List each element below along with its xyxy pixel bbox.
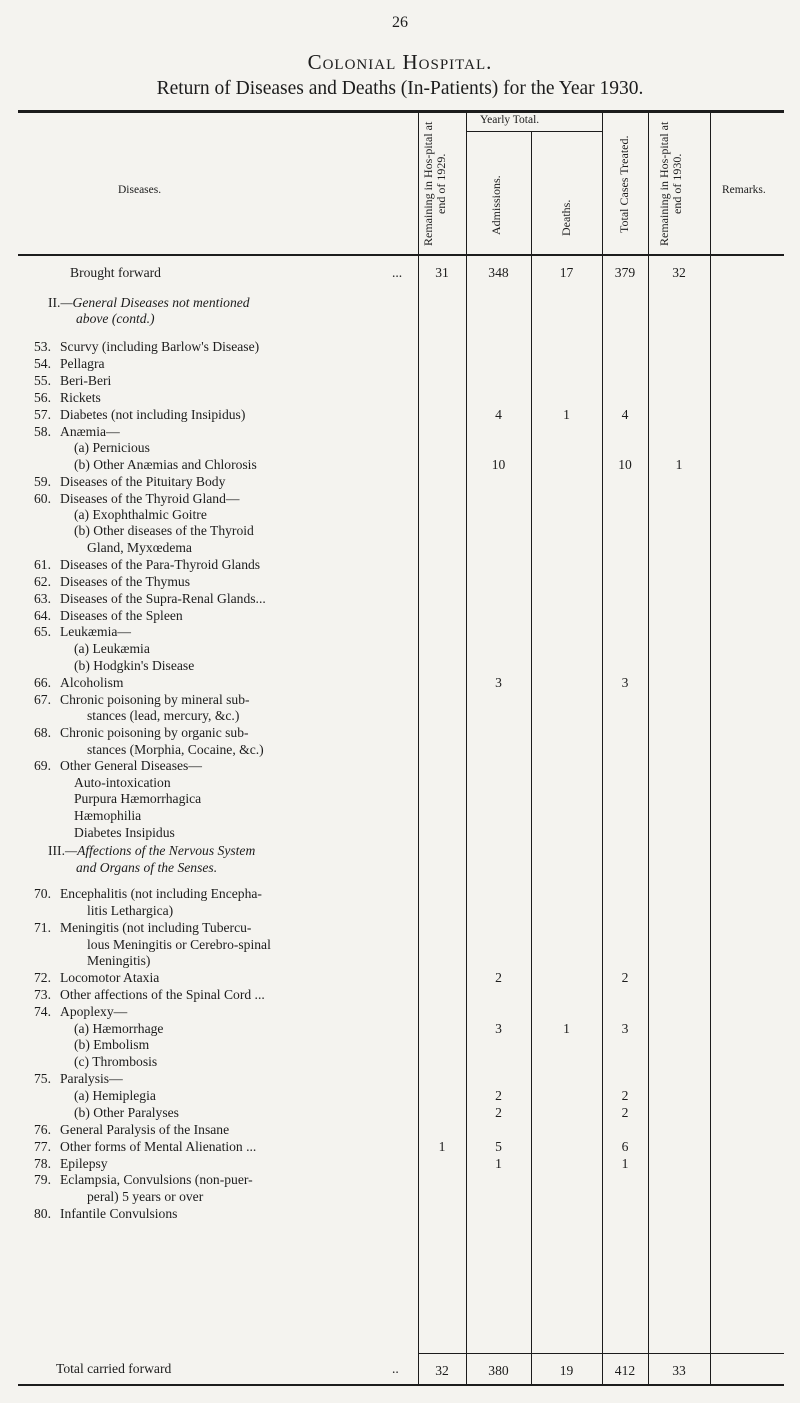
disease-row-label: [34, 658, 454, 674]
disease-name: Alcoholism: [60, 675, 124, 690]
disease-name: Diabetes (not including Insipidus): [60, 407, 246, 422]
disease-row-label: [34, 1037, 454, 1053]
cell-rem-end: 1: [675, 457, 683, 472]
disease-name: lous Meningitis or Cerebro-spinal: [87, 937, 271, 952]
disease-row-label: [34, 1122, 414, 1138]
cell-admissions: 2: [495, 1105, 502, 1120]
disease-row-label: [34, 1156, 414, 1172]
header-admissions: Admissions.: [489, 175, 503, 235]
carried-forward-rem-end: 33: [672, 1363, 686, 1378]
footer-top-rule: [418, 1353, 784, 1354]
brought-forward-rem-start: 31: [435, 265, 449, 280]
disease-number: 59.: [34, 474, 51, 489]
disease-name: (b) Other Paralyses: [74, 1105, 179, 1120]
disease-number: 66.: [34, 675, 51, 690]
disease-name: Infantile Convulsions: [60, 1206, 178, 1221]
disease-row-label: [34, 641, 454, 657]
disease-name: Anæmia—: [60, 424, 120, 439]
disease-name: Paralysis—: [60, 1071, 123, 1086]
disease-name: Beri-Beri: [60, 373, 112, 388]
disease-number: 63.: [34, 591, 51, 606]
header-bottom-rule: [18, 254, 784, 256]
disease-number: 76.: [34, 1122, 51, 1137]
disease-name: Apoplexy—: [60, 1004, 128, 1019]
disease-name: stances (lead, mercury, &c.): [87, 708, 240, 723]
disease-row-label: [34, 608, 414, 624]
cell-admissions: 5: [495, 1139, 502, 1154]
disease-row-label: [34, 825, 454, 841]
disease-number: 77.: [34, 1139, 51, 1154]
disease-name: Other General Diseases—: [60, 758, 202, 773]
disease-name: Diseases of the Supra-Renal Glands...: [60, 591, 266, 606]
cell-rem-start: 1: [438, 1139, 446, 1154]
carried-forward-deaths: 19: [559, 1363, 574, 1378]
disease-name: (a) Leukæmia: [74, 641, 150, 656]
cell-admissions: 4: [495, 407, 502, 422]
disease-name: Rickets: [60, 390, 101, 405]
cell-total: 3: [621, 1021, 629, 1036]
disease-name: (b) Hodgkin's Disease: [74, 658, 195, 673]
page-number: 26: [392, 14, 408, 31]
disease-name: Leukæmia—: [60, 624, 131, 639]
header-diseases: Diseases.: [118, 184, 162, 196]
disease-number: 60.: [34, 491, 51, 506]
cell-total: 10: [618, 457, 632, 472]
disease-row-label: [34, 474, 414, 490]
cell-admissions: 3: [495, 675, 502, 690]
disease-name: Diseases of the Thymus: [60, 574, 191, 589]
disease-row-label: [34, 557, 414, 573]
disease-row-label: [34, 1004, 414, 1020]
disease-number: 69.: [34, 758, 51, 773]
disease-number: 78.: [34, 1156, 51, 1171]
disease-row-label: [34, 507, 454, 523]
disease-name: Locomotor Ataxia: [60, 970, 160, 985]
section-iii-heading: III.—Affections of the Nervous System: [48, 843, 256, 858]
disease-name: Meningitis (not including Tubercu-: [60, 920, 252, 935]
brought-forward-rem-end: 32: [672, 265, 686, 280]
disease-row-label: [34, 791, 454, 807]
disease-number: 65.: [34, 624, 51, 639]
cell-total: 2: [621, 1105, 629, 1120]
disease-name: (a) Pernicious: [74, 440, 150, 455]
disease-row-label: [34, 624, 414, 640]
disease-name: Chronic poisoning by organic sub-: [60, 725, 249, 740]
page-subtitle: Return of Diseases and Deaths (In-Patients) for the Year 1930.: [156, 78, 644, 99]
disease-number: 72.: [34, 970, 51, 985]
disease-number: 55.: [34, 373, 51, 388]
disease-number: 58.: [34, 424, 51, 439]
disease-number: 73.: [34, 987, 51, 1002]
disease-name: Diseases of the Spleen: [60, 608, 183, 623]
disease-row-label: [34, 373, 414, 389]
header-total-treated: Total Cases Treated.: [617, 135, 631, 233]
disease-row-label: [34, 903, 467, 919]
disease-name: Diseases of the Thyroid Gland—: [60, 491, 240, 506]
disease-name: peral) 5 years or over: [87, 1189, 204, 1204]
disease-number: 54.: [34, 356, 51, 371]
cell-admissions: 10: [491, 457, 506, 472]
disease-number: 64.: [34, 608, 51, 623]
disease-number: 62.: [34, 574, 51, 589]
disease-row-label: [34, 758, 414, 774]
disease-row-label: [34, 491, 414, 507]
section-iii-heading-cont: and Organs of the Senses.: [76, 860, 218, 875]
disease-row-label: [34, 1189, 467, 1205]
col-divider-3: [531, 131, 532, 1386]
disease-row-label: [34, 457, 454, 473]
disease-name: Other forms of Mental Alienation ...: [60, 1139, 257, 1154]
disease-row-label: [34, 808, 454, 824]
disease-number: 68.: [34, 725, 51, 740]
brought-forward-total: 379: [614, 265, 636, 280]
col-divider-6: [710, 112, 711, 1386]
cell-total: 6: [621, 1139, 629, 1154]
cell-admissions: 1: [495, 1156, 502, 1171]
brought-forward-deaths: 17: [559, 265, 574, 280]
disease-name: Scurvy (including Barlow's Disease): [60, 339, 260, 354]
disease-number: 57.: [34, 407, 51, 422]
carried-forward-admissions: 380: [488, 1363, 509, 1378]
header-yearly-total: Yearly Total.: [480, 114, 540, 126]
disease-name: Diseases of the Pituitary Body: [60, 474, 226, 489]
disease-row-label: [34, 574, 414, 590]
cell-total: 2: [621, 970, 629, 985]
disease-row-label: [34, 920, 414, 936]
disease-row-label: [34, 523, 454, 539]
disease-row-label: [34, 1172, 414, 1188]
header-remarks: Remarks.: [722, 184, 766, 196]
disease-name: Auto-intoxication: [74, 775, 171, 790]
disease-row-label: [34, 708, 467, 724]
header-remaining-start: Remaining in Hos-pital at end of 1929.: [421, 121, 448, 247]
header-remaining-end: Remaining in Hos-pital at end of 1930.: [657, 121, 684, 247]
cell-total: 4: [621, 407, 629, 422]
disease-name: (b) Embolism: [74, 1037, 150, 1052]
disease-row-label: [34, 886, 414, 902]
disease-row-label: [34, 424, 414, 440]
disease-number: 79.: [34, 1172, 51, 1187]
header-deaths: Deaths.: [559, 199, 573, 236]
cell-deaths: 1: [563, 1021, 570, 1036]
disease-name: Diabetes Insipidus: [74, 825, 175, 840]
disease-row-label: [34, 987, 414, 1003]
disease-row-label: [34, 407, 414, 423]
cell-admissions: 2: [495, 970, 502, 985]
disease-row-label: [34, 970, 414, 986]
disease-name: Encephalitis (not including Encepha-: [60, 886, 262, 901]
disease-row-label: [34, 1206, 414, 1222]
disease-row-label: [34, 1021, 454, 1037]
cell-total: 2: [621, 1088, 629, 1103]
disease-name: (b) Other diseases of the Thyroid: [74, 523, 254, 538]
cell-admissions: 2: [495, 1088, 502, 1103]
disease-name: Pellagra: [60, 356, 105, 371]
disease-row-label: [34, 675, 414, 691]
disease-row-label: [34, 937, 467, 953]
disease-row-label: [34, 742, 467, 758]
disease-name: Meningitis): [87, 953, 151, 968]
disease-name: (a) Hæmorrhage: [74, 1021, 164, 1036]
disease-row-label: [34, 953, 467, 969]
cell-total: 1: [621, 1156, 629, 1171]
disease-row-label: [34, 1071, 414, 1087]
disease-name: Hæmophilia: [74, 808, 142, 823]
disease-number: 70.: [34, 886, 51, 901]
disease-name: (a) Exophthalmic Goitre: [74, 507, 207, 522]
disease-number: 80.: [34, 1206, 51, 1221]
yearly-total-rule: [466, 131, 602, 132]
disease-row-label: [34, 339, 414, 355]
disease-name: (a) Hemiplegia: [74, 1088, 156, 1103]
carried-forward-total: 412: [614, 1363, 636, 1378]
disease-row-label: [34, 591, 414, 607]
disease-row-label: [34, 390, 414, 406]
disease-name: Chronic poisoning by mineral sub-: [60, 692, 250, 707]
disease-name: litis Lethargica): [87, 903, 174, 918]
section-ii-heading: II.—General Diseases not mentioned: [48, 295, 250, 310]
disease-row-label: [34, 775, 454, 791]
disease-row-label: [34, 1139, 414, 1155]
disease-name: (b) Other Anæmias and Chlorosis: [74, 457, 257, 472]
carried-forward-rem-start: 32: [435, 1363, 449, 1378]
cell-admissions: 3: [495, 1021, 502, 1036]
disease-number: 71.: [34, 920, 51, 935]
col-divider-5: [648, 112, 649, 1386]
disease-name: Gland, Myxœdema: [87, 540, 192, 555]
carried-forward-label: Total carried forward ..: [56, 1361, 399, 1376]
table-top-rule: [18, 110, 784, 113]
disease-row-label: [34, 725, 414, 741]
disease-row-label: [34, 540, 467, 556]
cell-total: 3: [621, 675, 629, 690]
disease-name: Diseases of the Para-Thyroid Glands: [60, 557, 261, 572]
disease-row-label: [34, 692, 414, 708]
disease-number: 67.: [34, 692, 51, 707]
disease-name: Purpura Hæmorrhagica: [74, 791, 202, 806]
disease-name: Other affections of the Spinal Cord ...: [60, 987, 265, 1002]
disease-name: Epilepsy: [60, 1156, 108, 1171]
disease-row-label: [34, 440, 454, 456]
disease-number: 56.: [34, 390, 51, 405]
disease-name: Eclampsia, Convulsions (non-puer-: [60, 1172, 253, 1187]
col-divider-4: [602, 112, 603, 1386]
brought-forward-admissions: 348: [488, 265, 509, 280]
section-ii-heading-cont: above (contd.): [76, 311, 155, 326]
disease-row-label: [34, 1054, 454, 1070]
disease-row-label: [34, 1105, 454, 1121]
disease-number: 75.: [34, 1071, 51, 1086]
disease-number: 74.: [34, 1004, 51, 1019]
disease-number: 61.: [34, 557, 51, 572]
disease-name: General Paralysis of the Insane: [60, 1122, 230, 1137]
disease-row-label: [34, 356, 414, 372]
footer-bottom-rule: [18, 1384, 784, 1386]
disease-name: (c) Thrombosis: [74, 1054, 158, 1069]
disease-number: 53.: [34, 339, 51, 354]
page-title: Colonial Hospital.: [307, 50, 493, 74]
cell-deaths: 1: [563, 407, 570, 422]
disease-row-label: [34, 1088, 454, 1104]
disease-name: stances (Morphia, Cocaine, &c.): [87, 742, 264, 757]
brought-forward-label: Brought forward ...: [70, 265, 403, 280]
